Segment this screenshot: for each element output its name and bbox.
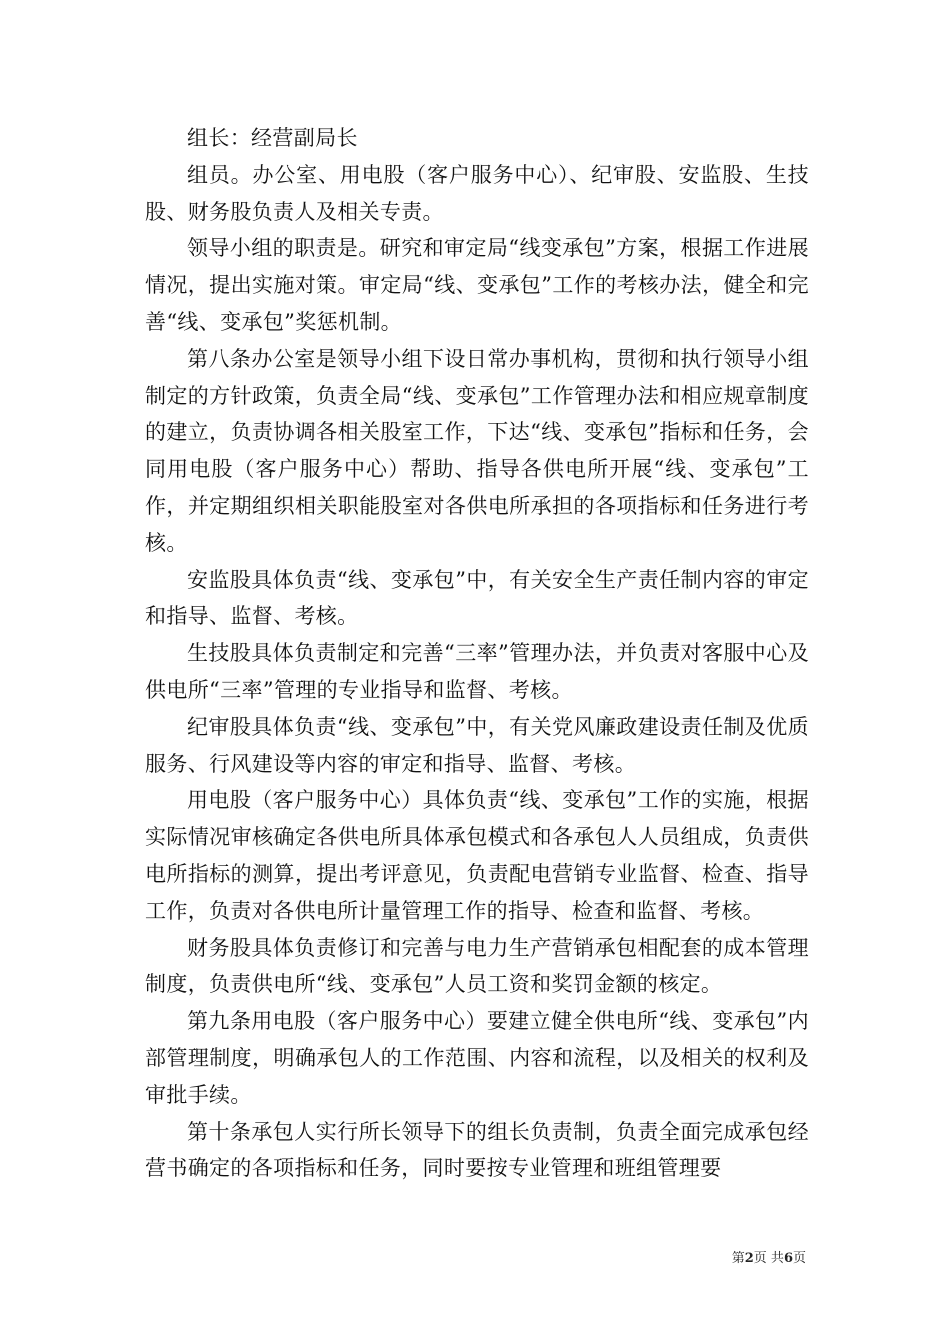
footer-middle: 页 共 <box>753 1251 784 1266</box>
paragraph-audit-dept: 纪审股具体负责“线、变承包”中，有关党风廉政建设责任制及优质服务、行风建设等内容的审定和指导、监督、考核。 <box>145 714 809 776</box>
total-pages-number: 6 <box>783 1251 793 1266</box>
footer-prefix: 第 <box>731 1251 745 1266</box>
paragraph-group-duties: 领导小组的职责是。研究和审定局“线变承包”方案，根据工作进展情况，提出实施对策。审定局“线、变承包”工作的考核办法，健全和完善“线、变承包”奖惩机制。 <box>145 236 809 334</box>
document-body <box>145 120 809 1187</box>
paragraph-team-members: 组员。办公室、用电股（客户服务中心）、纪审股、安监股、生技股、财务股负责人及相关专责。 <box>145 162 809 224</box>
paragraph-team-leader: 组长：经营副局长 <box>187 126 358 150</box>
paragraph-power-dept: 用电股（客户服务中心）具体负责“线、变承包”工作的实施，根据实际情况审核确定各供电所具体承包模式和各承包人人员组成，负责供电所指标的测算，提出考评意见，负责配电营销专业监督、检查、指导工作，负责对各供电所计量管理工作的指导、检查和监督、考核。 <box>145 788 809 923</box>
paragraph-article-10: 第十条承包人实行所长领导下的组长负责制，负责全面完成承包经营书确定的各项指标和任务，同时要按专业管理和班组管理要 <box>145 1119 809 1181</box>
paragraph-tech-dept: 生技股具体负责制定和完善“三率”管理办法，并负责对客服中心及供电所“三率”管理的专业指导和监督、考核。 <box>145 641 809 702</box>
paragraph-article-8: 第八条办公室是领导小组下设日常办事机构，贯彻和执行领导小组制定的方针政策，负责全局“线、变承包”工作管理办法和相应规章制度的建立，负责协调各相关股室工作，下达“线、变承包”指标和任务，会同用电股（客户服务中心）帮助、指导各供电所开展“线、变承包”工作，并定期组织相关职能股室对各供电所承担的各项指标和任务进行考核。 <box>145 346 809 555</box>
paragraph-finance-dept: 财务股具体负责修订和完善与电力生产营销承包相配套的成本管理制度，负责供电所“线、变承包”人员工资和奖罚金额的核定。 <box>145 935 809 997</box>
paragraph-article-9: 第九条用电股（客户服务中心）要建立健全供电所“线、变承包”内部管理制度，明确承包人的工作范围、内容和流程，以及相关的权利及审批手续。 <box>145 1009 809 1107</box>
page-number-footer <box>732 1247 806 1266</box>
footer-suffix: 页 <box>792 1251 806 1266</box>
paragraph-safety-dept: 安监股具体负责“线、变承包”中，有关安全生产责任制内容的审定和指导、监督、考核。 <box>145 567 809 629</box>
current-page-number: 2 <box>744 1251 754 1266</box>
